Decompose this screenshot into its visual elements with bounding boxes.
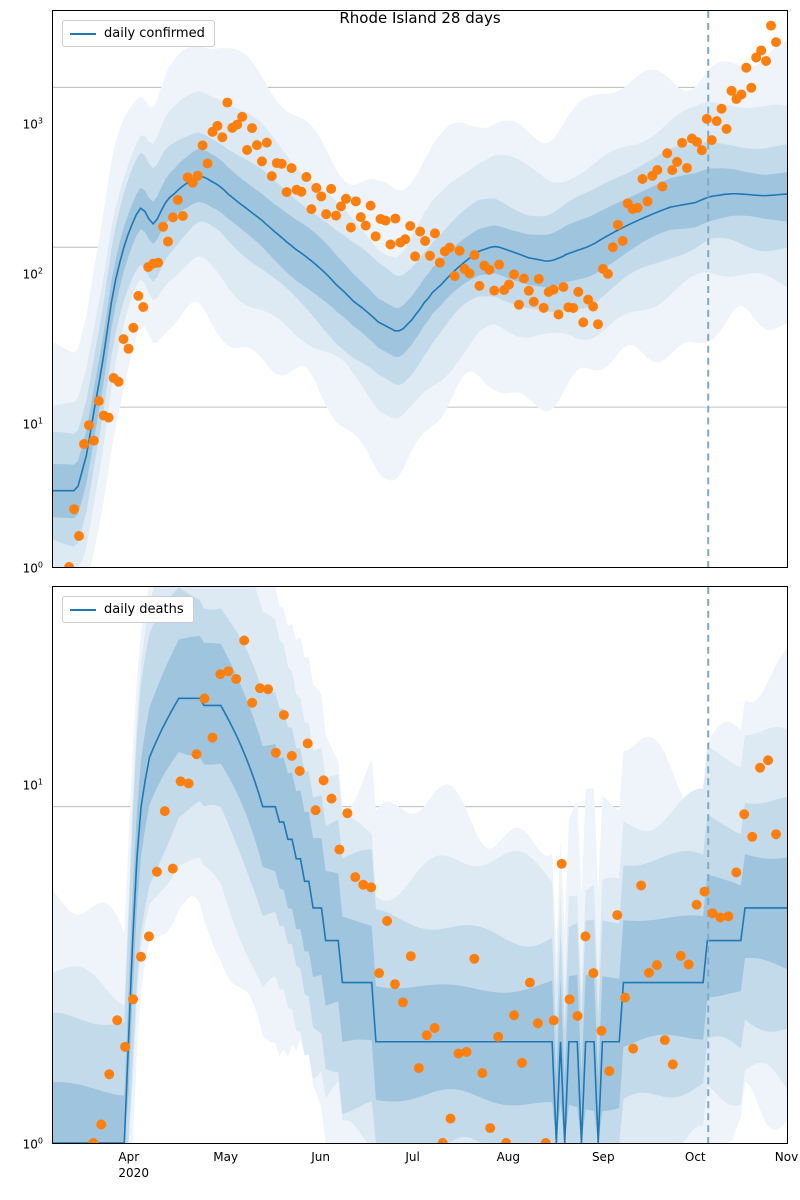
page-title: Rhode Island 28 days <box>339 10 501 27</box>
y-tick-label: $10^2$ <box>22 266 43 282</box>
x-tick-label: Nov <box>774 1150 799 1164</box>
chart-daily-confirmed <box>52 10 788 568</box>
x-tick-label: Oct <box>684 1150 706 1164</box>
legend-label: daily deaths <box>104 602 184 617</box>
x-tick-label: Jun <box>311 1150 330 1164</box>
x-tick-label: Apr 2020 <box>118 1150 149 1180</box>
y-tick-label: $10^1$ <box>22 416 43 432</box>
daily-deaths-plot <box>53 587 787 1143</box>
y-tick-label: $10^3$ <box>22 116 43 132</box>
legend-daily-deaths <box>62 596 194 623</box>
x-axis-year-label: 2020 <box>118 1166 149 1180</box>
x-axis-labels <box>52 1146 799 1186</box>
y-tick-label: $10^0$ <box>22 560 43 576</box>
daily-confirmed-plot <box>53 11 787 567</box>
legend-line-swatch <box>70 33 96 35</box>
legend-daily-confirmed <box>62 20 215 47</box>
y-tick-label: $10^0$ <box>22 1136 43 1152</box>
chart-daily-deaths <box>52 586 788 1144</box>
x-tick-label: Jul <box>405 1150 420 1164</box>
y-axis-labels-bottom <box>0 586 48 1152</box>
x-tick-label: May <box>213 1150 239 1164</box>
legend-line-swatch <box>70 609 96 611</box>
legend-label: daily confirmed <box>104 26 205 41</box>
x-tick-label: Sep <box>591 1150 615 1164</box>
y-tick-label: $10^1$ <box>22 777 43 793</box>
y-axis-labels-top <box>0 10 48 576</box>
x-tick-label: Aug <box>496 1150 521 1164</box>
